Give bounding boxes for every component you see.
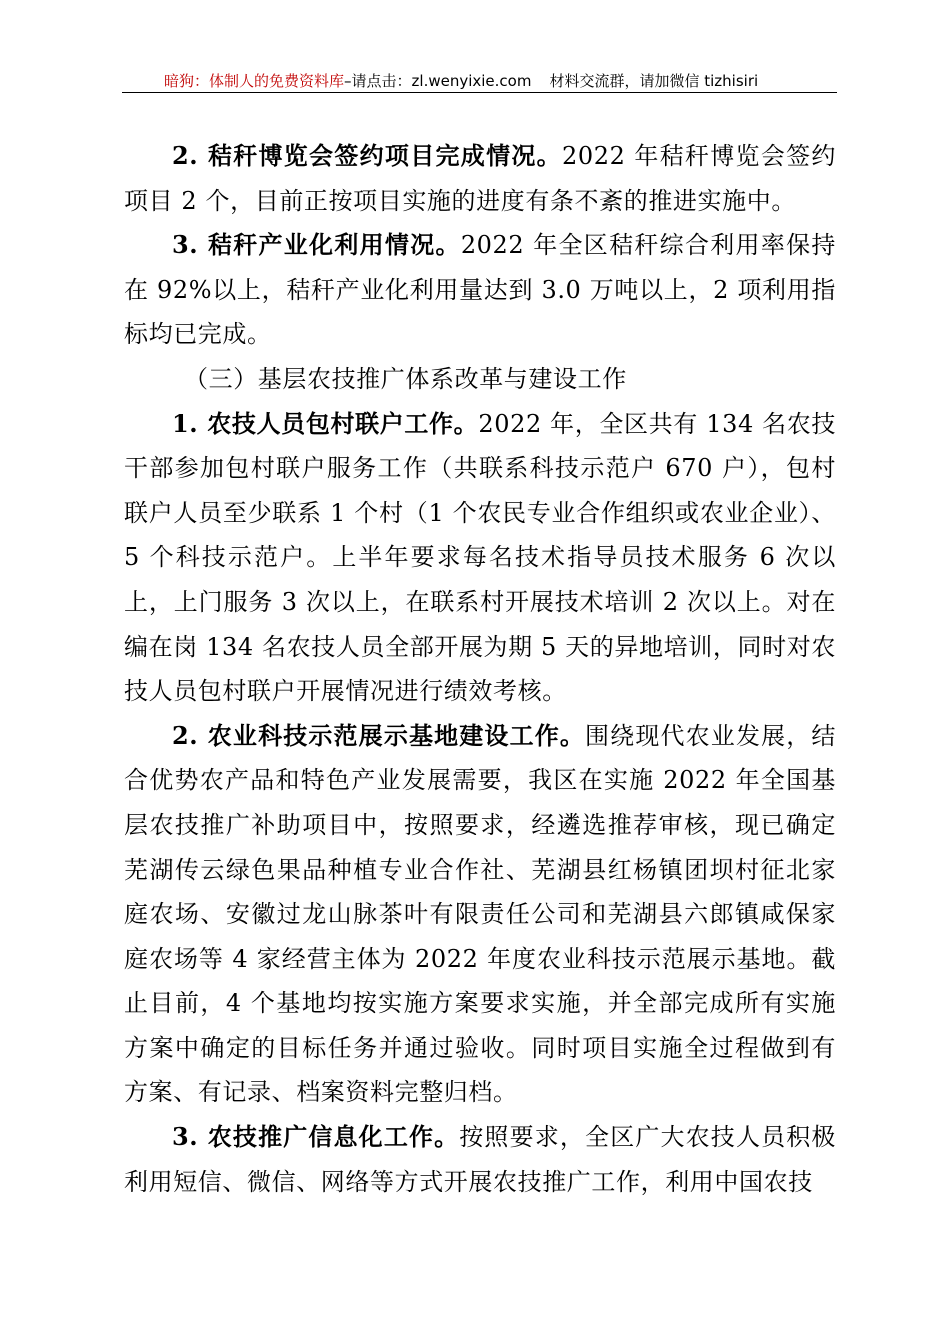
header-wechat-note: 材料交流群，请加微信 tizhisiri <box>549 72 759 90</box>
paragraph-text: 2022 年全区秸秆综合利用率保持在 92%以上，秸秆产业化利用量达到 3.0 万吨以上，2 项利用指标均已完成。 <box>124 231 837 349</box>
section-heading: （三）基层农技推广体系改革与建设工作 <box>184 364 627 393</box>
paragraph-heading: 2. 农业科技示范展示基地建设工作。 <box>172 720 586 750</box>
page-header <box>122 62 837 93</box>
paragraph-heading: 3. 农技推广信息化工作。 <box>172 1122 460 1152</box>
paragraph-text: 按照要求，全区广大农技人员积极利用短信、微信、网络等方式开展农技推广工作，利用中国农技 <box>124 1123 836 1196</box>
paragraph-village-liaison <box>124 402 836 714</box>
paragraph-text: 2022 年，全区共有 134 名农技干部参加包村联户服务工作（共联系科技示范户 670 户），包村联户人员至少联系 1 个村（1 个农民专业合作组织或农业企业）、5 个科技示范户。上半年要求每名技术指导员技术服务 6 次以上，上门服务 3 次以上，在联系村开展技术培训 2 次以上。对在编在岗 134 名农技人员全部开展为期 5 天的异地培训，同时对农技人员包村联户开展情况进行绩效考核。 <box>124 409 836 706</box>
paragraph-text: 2022 年秸秆博览会签约项目 2 个，目前正按项目实施的进度有条不紊的推进实施中。 <box>124 142 836 215</box>
paragraph-demo-base <box>124 714 836 1115</box>
header-url-link[interactable]: zl.wenyixie.com <box>411 72 532 90</box>
paragraph-heading: 1. 农技人员包村联户工作。 <box>172 408 479 438</box>
paragraph-straw-expo <box>124 134 836 223</box>
header-click-prompt: –请点击： <box>344 72 412 90</box>
document-body <box>124 134 836 1204</box>
header-site-name: 暗狗：体制人的免费资料库 <box>164 72 345 90</box>
paragraph-heading: 2. 秸秆博览会签约项目完成情况。 <box>172 141 562 170</box>
paragraph-straw-utilization <box>124 223 836 357</box>
paragraph-informatization <box>124 1115 836 1204</box>
paragraph-heading: 3. 秸秆产业化利用情况。 <box>172 230 461 260</box>
header-line <box>164 70 758 91</box>
paragraph-text: 围绕现代农业发展，结合优势农产品和特色产业发展需要，我区在实施 2022 年全国基层农技推广补助项目中，按照要求，经遴选推荐审核，现已确定芜湖传云绿色果品种植专业合作社、芜湖县红杨镇团坝村征北家庭农场、安徽过龙山脉茶叶有限责任公司和芜湖县六郎镇咸保家庭农场等 4 家经营主体为 2022 年度农业科技示范展示基地。截止目前，4 个基地均按实施方案要求实施，并全部完成所有实施方案中确定的目标任务并通过验收。同时项目实施全过程做到有方案、有记录、档案资料完整归档。 <box>124 721 836 1107</box>
